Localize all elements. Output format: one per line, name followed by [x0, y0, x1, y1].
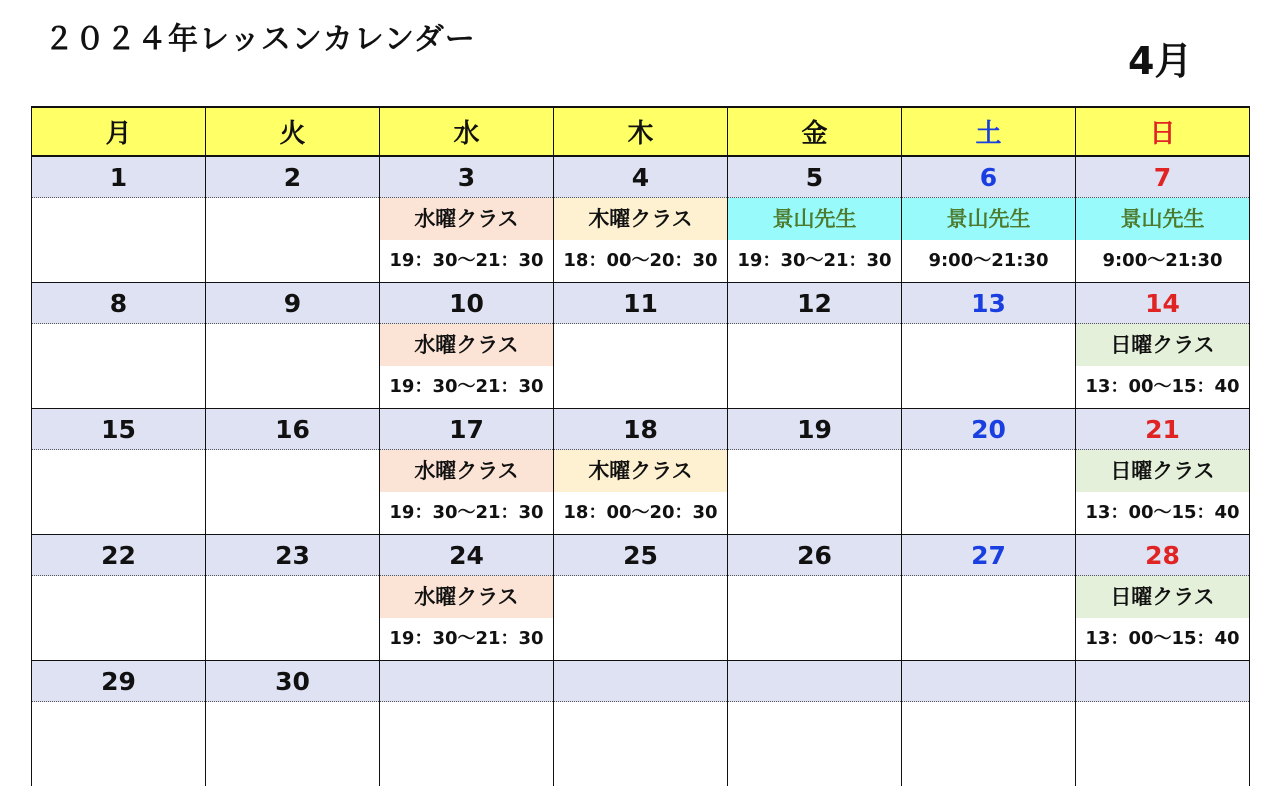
month-label: 4月: [1128, 39, 1193, 83]
event-cell: [380, 702, 554, 787]
event-cell: [206, 702, 380, 787]
event-cell: [554, 198, 728, 283]
event-time: 18：00〜20：30: [563, 502, 718, 523]
event-cell: [1076, 702, 1250, 787]
date-cell: 18: [554, 409, 728, 450]
date-cell: 17: [380, 409, 554, 450]
event-cell: [728, 324, 902, 409]
date-cell: 28: [1076, 535, 1250, 576]
event-time: 19：30〜21：30: [389, 376, 544, 397]
weekday-header-row: [32, 107, 1250, 156]
event-cell: [554, 576, 728, 661]
date-row: [32, 535, 1250, 576]
event-cell: [380, 324, 554, 409]
event-cell: [1076, 324, 1250, 409]
event-label: 水曜クラス: [380, 324, 553, 366]
weekday-wed: 水: [380, 107, 554, 156]
event-cell: [554, 702, 728, 787]
date-cell: 22: [32, 535, 206, 576]
event-cell: [206, 198, 380, 283]
event-cell: [32, 198, 206, 283]
event-cell: [728, 702, 902, 787]
date-cell: [1076, 661, 1250, 702]
event-cell: [380, 198, 554, 283]
event-row: [32, 576, 1250, 661]
date-cell: 8: [32, 283, 206, 324]
event-cell: [728, 450, 902, 535]
weekday-fri: 金: [728, 107, 902, 156]
date-cell: 1: [32, 156, 206, 198]
date-cell: [380, 661, 554, 702]
date-cell: 19: [728, 409, 902, 450]
date-cell: 30: [206, 661, 380, 702]
event-time: 19：30〜21：30: [389, 628, 544, 649]
lesson-calendar: [31, 106, 1250, 786]
event-time: 13：00〜15：40: [1085, 376, 1240, 397]
event-cell: [902, 702, 1076, 787]
event-cell: [32, 450, 206, 535]
weekday-thu: 木: [554, 107, 728, 156]
event-time: 19：30〜21：30: [389, 250, 544, 271]
date-cell: 16: [206, 409, 380, 450]
weekday-sun: 日: [1076, 107, 1250, 156]
event-cell: [206, 576, 380, 661]
event-cell: [728, 198, 902, 283]
event-cell: [1076, 198, 1250, 283]
date-cell: 26: [728, 535, 902, 576]
date-row: [32, 409, 1250, 450]
event-cell: [1076, 576, 1250, 661]
date-cell: 20: [902, 409, 1076, 450]
event-label: 景山先生: [728, 198, 901, 240]
event-label: 日曜クラス: [1076, 576, 1249, 618]
date-cell: 24: [380, 535, 554, 576]
calendar-title: ２０２４年レッスンカレンダー: [44, 22, 476, 57]
date-cell: 23: [206, 535, 380, 576]
date-cell: 13: [902, 283, 1076, 324]
event-label: 日曜クラス: [1076, 324, 1249, 366]
event-time: 13：00〜15：40: [1085, 628, 1240, 649]
date-cell: 29: [32, 661, 206, 702]
event-row: [32, 324, 1250, 409]
event-label: 木曜クラス: [554, 450, 727, 492]
date-cell: 25: [554, 535, 728, 576]
event-time: 19：30〜21：30: [737, 250, 892, 271]
event-label: 水曜クラス: [380, 450, 553, 492]
event-cell: [206, 450, 380, 535]
event-cell: [380, 576, 554, 661]
event-label: 日曜クラス: [1076, 450, 1249, 492]
date-cell: 11: [554, 283, 728, 324]
event-cell: [902, 324, 1076, 409]
weekday-mon: 月: [32, 107, 206, 156]
date-cell: [902, 661, 1076, 702]
event-row: [32, 198, 1250, 283]
event-cell: [554, 450, 728, 535]
event-cell: [1076, 450, 1250, 535]
event-cell: [728, 576, 902, 661]
event-cell: [380, 450, 554, 535]
date-cell: 21: [1076, 409, 1250, 450]
date-row: [32, 156, 1250, 198]
date-cell: 5: [728, 156, 902, 198]
event-label: 水曜クラス: [380, 576, 553, 618]
weekday-sat: 土: [902, 107, 1076, 156]
event-label: 木曜クラス: [554, 198, 727, 240]
date-cell: [554, 661, 728, 702]
event-label: 水曜クラス: [380, 198, 553, 240]
event-cell: [902, 198, 1076, 283]
date-cell: 12: [728, 283, 902, 324]
event-time: 13：00〜15：40: [1085, 502, 1240, 523]
event-cell: [902, 576, 1076, 661]
event-time: 19：30〜21：30: [389, 502, 544, 523]
date-row: [32, 283, 1250, 324]
date-cell: 3: [380, 156, 554, 198]
weekday-tue: 火: [206, 107, 380, 156]
date-cell: 27: [902, 535, 1076, 576]
event-label: 景山先生: [902, 198, 1075, 240]
event-time: 9:00〜21:30: [1102, 250, 1223, 271]
date-cell: 7: [1076, 156, 1250, 198]
date-cell: 9: [206, 283, 380, 324]
event-cell: [32, 324, 206, 409]
event-time: 9:00〜21:30: [928, 250, 1049, 271]
date-cell: [728, 661, 902, 702]
event-cell: [554, 324, 728, 409]
date-row: [32, 661, 1250, 702]
event-cell: [206, 324, 380, 409]
date-cell: 4: [554, 156, 728, 198]
date-cell: 6: [902, 156, 1076, 198]
event-row: [32, 450, 1250, 535]
event-cell: [32, 576, 206, 661]
event-row: [32, 702, 1250, 787]
date-cell: 2: [206, 156, 380, 198]
event-cell: [902, 450, 1076, 535]
date-cell: 14: [1076, 283, 1250, 324]
event-cell: [32, 702, 206, 787]
date-cell: 10: [380, 283, 554, 324]
event-label: 景山先生: [1076, 198, 1249, 240]
date-cell: 15: [32, 409, 206, 450]
event-time: 18：00〜20：30: [563, 250, 718, 271]
